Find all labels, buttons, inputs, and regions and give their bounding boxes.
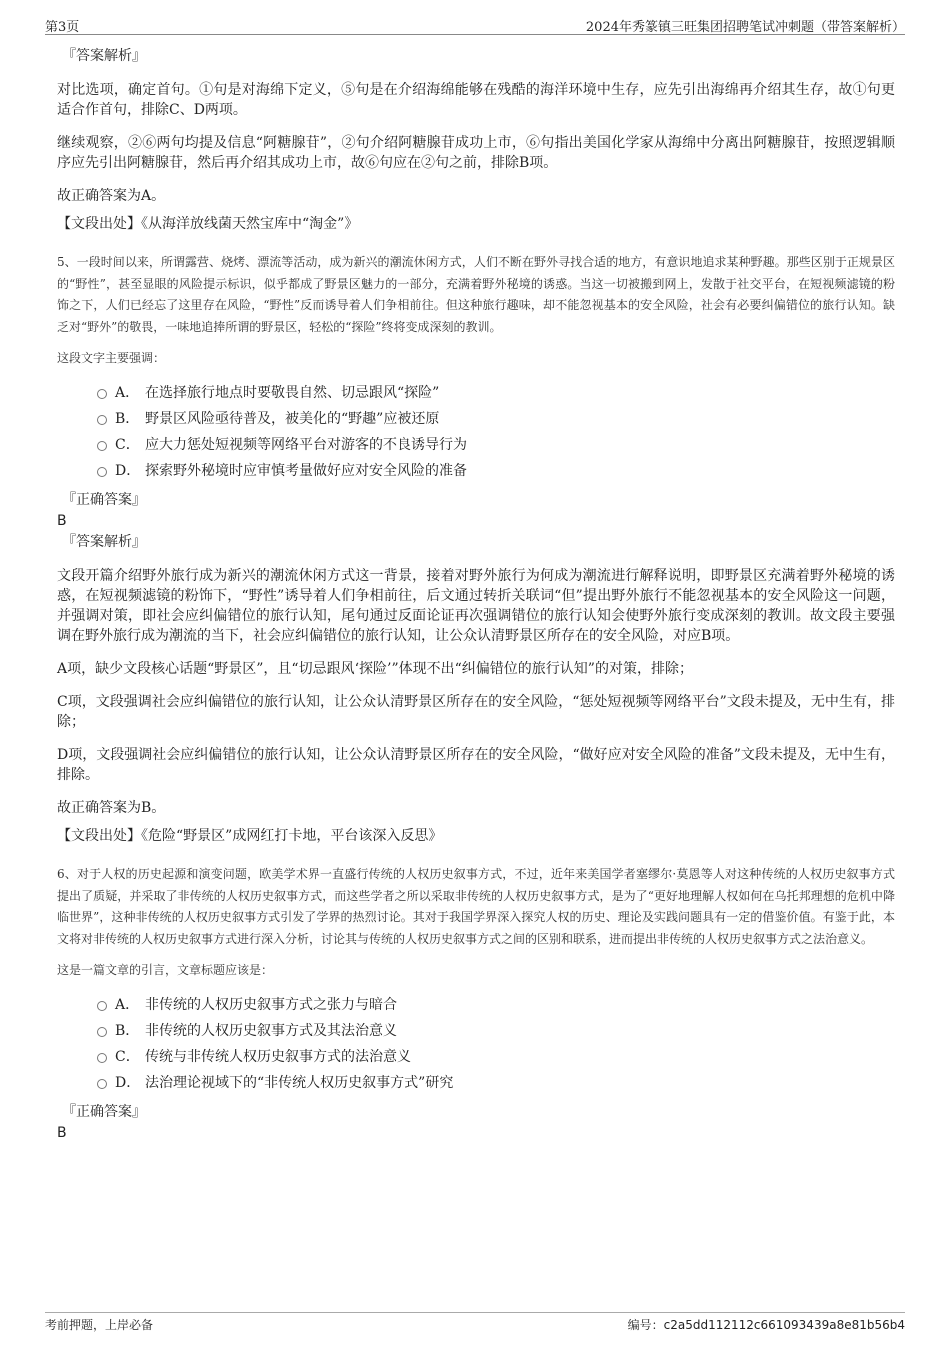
answer-heading: 『正确答案』 [62,492,146,508]
option-c[interactable]: C． 传统与非传统人权历史叙事方式的法治意义 [97,1044,895,1070]
analysis-paragraph: D项，文段强调社会应纠偏错位的旅行认知，让公众认清野景区所存在的安全风险，“做好应对安全风险的准备”文段未提及，无中生有，排除。 [57,747,895,783]
question-stem: 6、对于人权的历史起源和演变问题，欧美学术界一直盛行传统的人权历史叙事方式，不过，近年来美国学者塞缪尔·莫恩等人对这种传统的人权历史叙事方式提出了质疑，并采取了非传统的人权历史叙事方式，而这些学者之所以采取非传统的人权历史叙事方式，是为了“更好地理解人权如何在乌托邦理想的危机中降临世界”，这种非传统的人权历史叙事方式引发了学界的热烈讨论。其对于我国学界深入探究人权的历史、理论及实践问题具有一定的借鉴价值。有鉴于此，本文将对非传统的人权历史叙事方式进行深入分析，讨论其与传统的人权历史叙事方式之间的区别和联系，进而提出非传统的人权历史叙事方式之法治意义。 [57,867,895,946]
footer-slogan: 考前押题，上岸必备 [45,1318,154,1332]
question-prompt: 这段文字主要强调： [57,351,166,365]
correct-answer: B [57,1125,67,1141]
option-d[interactable]: D． 法治理论视域下的“非传统人权历史叙事方式”研究 [97,1070,895,1096]
page-footer [45,1312,905,1335]
document-title: 2024年秀篆镇三旺集团招聘笔试冲刺题（带答案解析） [585,20,905,35]
option-b[interactable]: B． 非传统的人权历史叙事方式及其法治意义 [97,1018,895,1044]
option-c[interactable]: C． 应大力惩处短视频等网络平台对游客的不良诱导行为 [97,432,895,458]
option-b[interactable]: B． 野景区风险亟待普及，被美化的“野趣”应被还原 [97,406,895,432]
answer-heading: 『正确答案』 [62,1104,146,1120]
question-5 [57,252,895,846]
option-d[interactable]: D． 探索野外秘境时应审慎考量做好应对安全风险的准备 [97,458,895,484]
question-stem: 5、一段时间以来，所谓露营、烧烤、漂流等活动，成为新兴的潮流休闲方式，人们不断在野外寻找合适的地方，有意识地追求某种野趣。那些区别于正规景区的“野性”，甚至显眼的风险提示标识，似乎都成了野景区魅力的一部分，充满着野外秘境的诱惑。当这一切被搬到网上，发散于社交平台，在短视频滤镜的粉饰之下，人们已经忘了这里存在风险，“野性”反而诱导着人们争相前往。但这种旅行趣味，却不能忽视基本的安全风险，社会有必要纠偏错位的旅行认知。缺乏对“野外”的敬畏，一味地追捧所谓的野景区，轻松的“探险”终将变成深刻的教训。 [57,255,895,334]
question-6 [57,864,895,1142]
radio-icon[interactable] [97,467,107,477]
page-content [57,46,895,1142]
radio-icon[interactable] [97,1001,107,1011]
analysis-conclusion: 故正确答案为B。 [57,800,166,816]
document-id [628,1316,905,1333]
radio-icon[interactable] [97,389,107,399]
radio-icon[interactable] [97,1027,107,1037]
document-id-label: 编号： [627,1318,664,1332]
passage-source: 【文段出处】《危险“野景区”成网红打卡地，平台该深入反思》 [57,828,443,844]
analysis-heading: 『答案解析』 [62,48,146,64]
radio-icon[interactable] [97,441,107,451]
analysis-conclusion: 故正确答案为A。 [57,188,166,204]
option-list [57,380,895,484]
page-header [45,14,905,35]
option-a[interactable]: A． 在选择旅行地点时要敬畏自然、切忌跟风“探险” [97,380,895,406]
page-number: 第3页 [45,20,80,35]
radio-icon[interactable] [97,1079,107,1089]
document-id-code: c2a5dd112112c661093439a8e81b56b4 [663,1318,905,1332]
passage-source: 【文段出处】《从海洋放线菌天然宝库中“淘金”》 [57,216,359,232]
question-prompt: 这是一篇文章的引言，文章标题应该是： [57,963,274,977]
option-list [57,992,895,1096]
analysis-paragraph: 对比选项，确定首句。①句是对海绵下定义，⑤句是在介绍海绵能够在残酷的海洋环境中生存，应先引出海绵再介绍其生存，故①句更适合作首句，排除C、D两项。 [57,82,895,118]
analysis-paragraph: 继续观察，②⑥两句均提及信息“阿糖腺苷”，②句介绍阿糖腺苷成功上市，⑥句指出美国化学家从海绵中分离出阿糖腺苷，按照逻辑顺序应先引出阿糖腺苷，然后再介绍其成功上市，故⑥句应在②句之前，排除B项。 [57,135,895,171]
radio-icon[interactable] [97,415,107,425]
analysis-heading: 『答案解析』 [62,534,146,550]
analysis-paragraph: 文段开篇介绍野外旅行成为新兴的潮流休闲方式这一背景，接着对野外旅行为何成为潮流进行解释说明，即野景区充满着野外秘境的诱惑，在短视频滤镜的粉饰下，“野性”诱导着人们争相前往，后文通过转折关联词“但”提出野外旅行不能忽视基本的安全风险这一问题，并强调对策，即社会应纠偏错位的旅行认知，尾句通过反面论证再次强调错位的旅行认知会使野外旅行变成深刻的教训。故文段主要强调在野外旅行成为潮流的当下，社会应纠偏错位的旅行认知，让公众认清野景区所存在的安全风险，对应B项。 [57,568,895,644]
radio-icon[interactable] [97,1053,107,1063]
option-a[interactable]: A． 非传统的人权历史叙事方式之张力与暗合 [97,992,895,1018]
correct-answer: B [57,513,67,529]
prev-question-analysis [57,46,895,234]
analysis-paragraph: A项，缺少文段核心话题“野景区”，且“切忌跟风‘探险’”体现不出“纠偏错位的旅行认知”的对策，排除； [57,661,693,677]
analysis-paragraph: C项，文段强调社会应纠偏错位的旅行认知，让公众认清野景区所存在的安全风险，“惩处短视频等网络平台”文段未提及，无中生有，排除； [57,694,895,730]
